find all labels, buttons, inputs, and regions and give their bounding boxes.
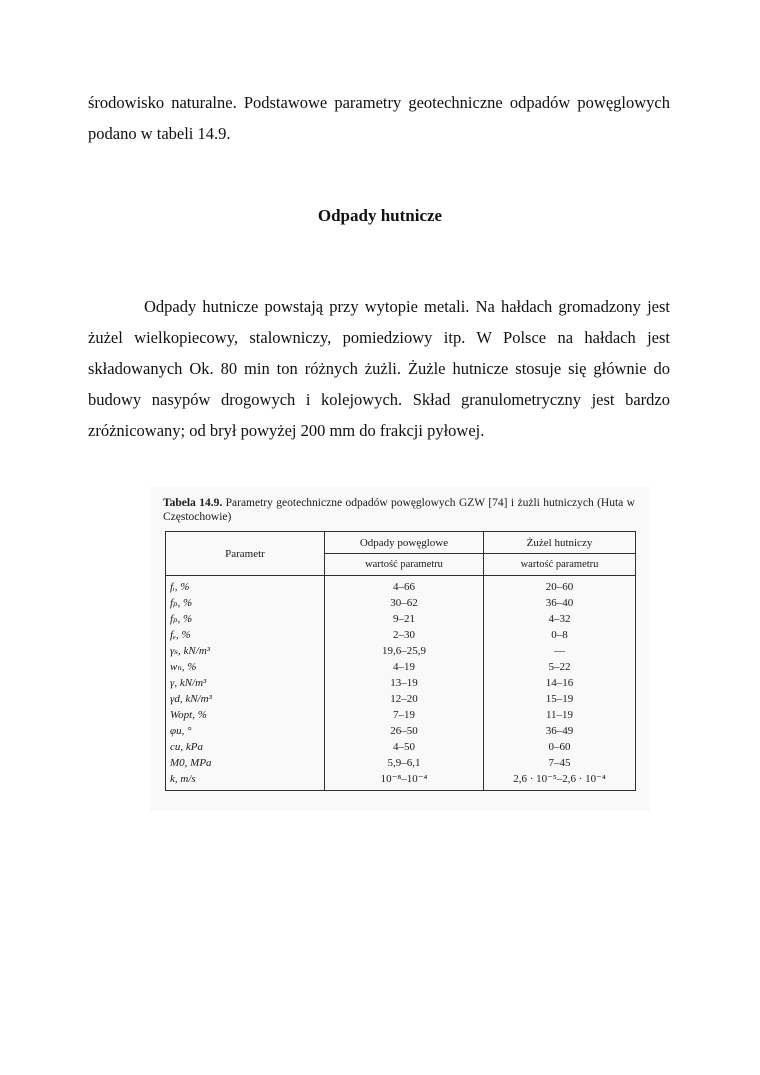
cell-col2: 0–8 (484, 627, 636, 643)
paragraph-intro: środowisko naturalne. Podstawowe parametry geotechniczne odpadów powęglowych podano w tabeli 14.9. (88, 93, 670, 143)
cell-col2: 15–19 (484, 691, 636, 707)
cell-col1: 12–20 (325, 691, 484, 707)
table-row (166, 576, 636, 596)
table-row (166, 739, 636, 755)
cell-param: Wopt, % (166, 707, 325, 723)
cell-param: γ, kN/m³ (166, 675, 325, 691)
table-caption-text: Parametry geotechniczne odpadów powęglowych GZW [74] i żużli hutniczych (Huta w Częstochowie) (163, 497, 635, 523)
cell-col2: 11–19 (484, 707, 636, 723)
table-row (166, 707, 636, 723)
section-heading: Odpady hutnicze (317, 206, 443, 225)
cell-col2: 36–40 (484, 595, 636, 611)
table-row (166, 659, 636, 675)
table-row (166, 691, 636, 707)
cell-col1: 19,6–25,9 (325, 643, 484, 659)
table-row (166, 595, 636, 611)
cell-col1: 30–62 (325, 595, 484, 611)
cell-col1: 4–66 (325, 576, 484, 596)
header-parametr: Parametr (166, 532, 325, 576)
cell-param: M0, MPa (166, 755, 325, 771)
cell-col1: 7–19 (325, 707, 484, 723)
cell-col2: — (484, 643, 636, 659)
subheader-col1: wartość parametru (325, 554, 484, 576)
cell-col1: 9–21 (325, 611, 484, 627)
cell-col1: 26–50 (325, 723, 484, 739)
scanned-table-figure (150, 487, 650, 811)
table-row (166, 723, 636, 739)
paragraph-body: Odpady hutnicze powstają przy wytopie metali. Na hałdach gromadzony jest żużel wielkopiecowy, stalowniczy, pomiedziowy itp. W Polsce na hałdach jest składowanych Ok. 80 min ton różnych żużli. Żużle hutnicze stosuje się głównie do budowy nasypów drogowych i kolejowych. Skład granulometryczny jest bardzo zróżnicowany; od brył powyżej 200 mm do frakcji pyłowej. (88, 297, 670, 440)
table-row (166, 643, 636, 659)
cell-param: wₙ, % (166, 659, 325, 675)
header-zuzel-hutniczy: Żużel hutniczy (484, 532, 636, 554)
cell-col2: 0–60 (484, 739, 636, 755)
cell-param: γₛ, kN/m³ (166, 643, 325, 659)
cell-param: cu, kPa (166, 739, 325, 755)
cell-col2: 36–49 (484, 723, 636, 739)
header-odpady-poweglowe: Odpady powęglowe (325, 532, 484, 554)
subheader-col2: wartość parametru (484, 554, 636, 576)
cell-param: γd, kN/m³ (166, 691, 325, 707)
cell-col1: 4–19 (325, 659, 484, 675)
cell-param: fᵢ, % (166, 576, 325, 596)
cell-col2: 14–16 (484, 675, 636, 691)
cell-param: φu, ° (166, 723, 325, 739)
table-row (166, 771, 636, 791)
cell-col1: 10⁻⁸–10⁻⁴ (325, 771, 484, 791)
cell-col2: 7–45 (484, 755, 636, 771)
table-row (166, 755, 636, 771)
table-row (166, 627, 636, 643)
parameters-table (165, 531, 636, 791)
cell-param: fₚ, % (166, 595, 325, 611)
cell-col2: 5–22 (484, 659, 636, 675)
cell-col2: 2,6 · 10⁻⁵–2,6 · 10⁻⁴ (484, 771, 636, 791)
cell-param: fₚ, % (166, 611, 325, 627)
cell-col2: 20–60 (484, 576, 636, 596)
cell-col1: 5,9–6,1 (325, 755, 484, 771)
table-caption (163, 496, 635, 524)
cell-param: fₑ, % (166, 627, 325, 643)
cell-col2: 4–32 (484, 611, 636, 627)
cell-col1: 2–30 (325, 627, 484, 643)
table-row (166, 675, 636, 691)
table-row (166, 611, 636, 627)
cell-col1: 4–50 (325, 739, 484, 755)
table-body (166, 576, 636, 791)
cell-col1: 13–19 (325, 675, 484, 691)
cell-param: k, m/s (166, 771, 325, 791)
table-caption-label: Tabela 14.9. (163, 497, 223, 509)
